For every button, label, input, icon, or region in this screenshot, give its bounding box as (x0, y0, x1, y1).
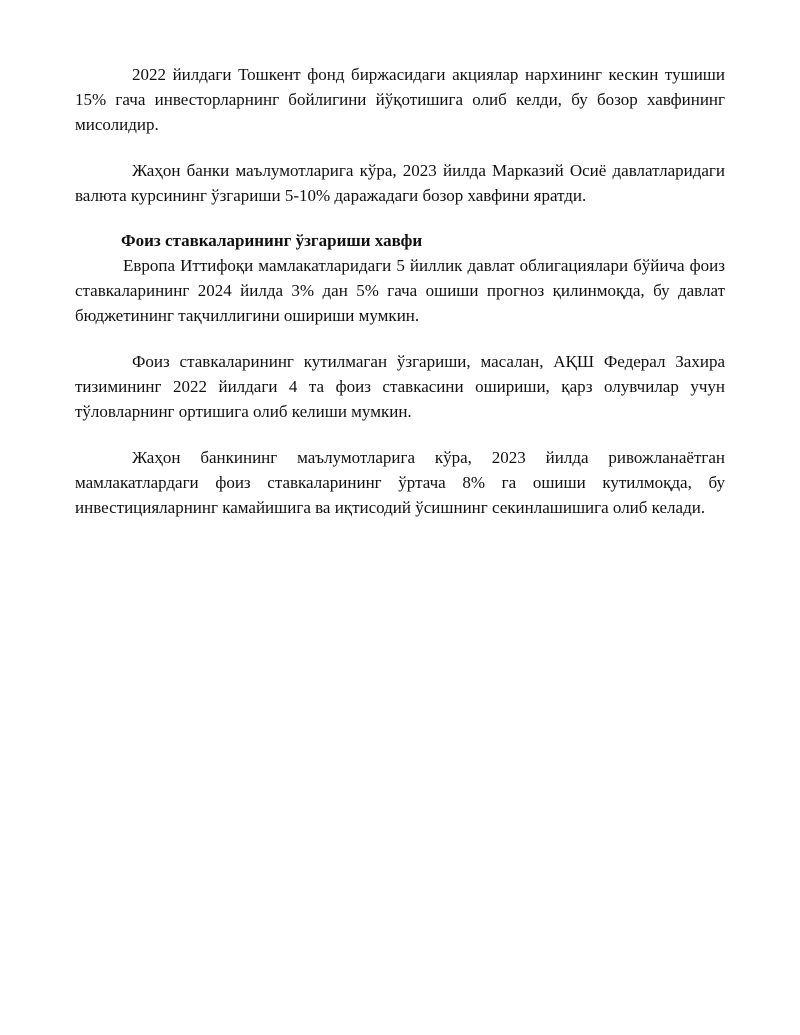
paragraph-fed-rates: Фоиз ставкаларининг кутилмаган ўзгариши, масалан, АҚШ Федерал Захира тизимининг 2022 йилдаги 4 та фоиз ставкасини ошириши, қарз олувчилар учун тўловларнинг ортишига олиб келиши мумкин. (75, 352, 725, 421)
paragraph-eu-bonds: Европа Иттифоқи мамлакатларидаги 5 йиллик давлат облигациялари бўйича фоиз ставкаларининг 2024 йилда 3% дан 5% гача ошиши прогноз қилинмоқда, бу давлат бюджетининг тақчиллигини ошириши мумкин. (75, 256, 725, 325)
document-body (75, 62, 725, 541)
section-heading: Фоиз ставкаларининг ўзгариши хавфи (121, 231, 423, 250)
paragraph-stock-market-drop: 2022 йилдаги Тошкент фонд биржасидаги акциялар нархининг кескин тушиши 15% гача инвесторларнинг бойлигини йўқотишига олиб келди, бу бозор хавфининг мисолидир. (75, 65, 725, 134)
paragraph-world-bank-rates: Жаҳон банкининг маълумотларига кўра, 2023 йилда ривожланаётган мамлакатлардаги фоиз ставкаларининг ўртача 8% га ошиши кутилмоқда, бу инвестицияларнинг камайишига ва иқтисодий ўсишнинг секинлашишига олиб келади. (75, 448, 725, 517)
paragraph-currency-risk: Жаҳон банки маълумотларига кўра, 2023 йилда Марказий Осиё давлатларидаги валюта курсининг ўзгариши 5-10% даражадаги бозор хавфини яратди. (75, 161, 725, 205)
